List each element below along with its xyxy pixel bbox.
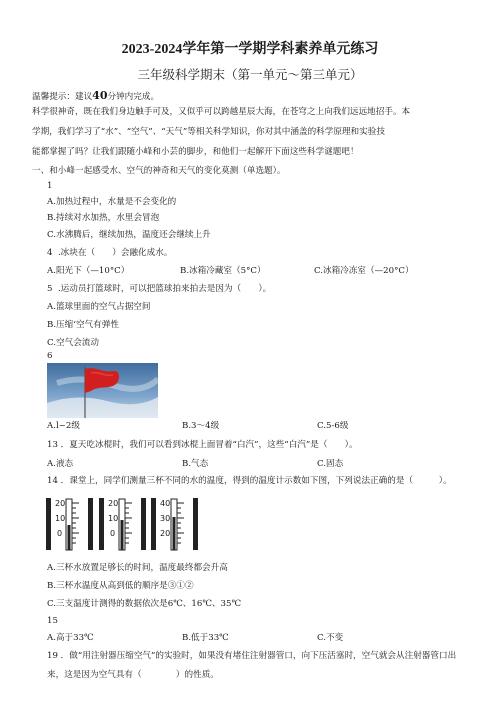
liquid-column <box>173 517 176 550</box>
question-14 <box>47 476 452 487</box>
option-c: C.固态 <box>317 459 344 469</box>
thermometer-1 <box>45 497 95 552</box>
thermometer-3 <box>150 497 200 552</box>
option-b: B.低于33℃ <box>182 633 229 643</box>
option-a: A.篮球里面的空气占据空间 <box>47 302 151 312</box>
question-stem-line-1: ．做“用注射器压缩空气”的实验时，如果没有堵住注射器管口，向下压活塞时，空气就会从注射器管口出 <box>60 651 457 661</box>
option-a: A.阳光下（—10°C） <box>47 266 130 276</box>
option-b: B.三杯水温度从高到低的顺序是③①② <box>47 581 194 591</box>
tip-suffix: 分钟内完成。 <box>107 92 160 102</box>
thermo-3-label-bottom: 20 <box>160 529 171 538</box>
thermo-2-label-mid: 10 <box>108 514 119 523</box>
question-number: 19 <box>47 651 58 661</box>
question-stem: ．夏天吃冰棍时，我们可以看到冰棍上面冒着“白汽”，这些“白汽”是（ ）。 <box>60 440 358 450</box>
liquid-column <box>121 520 124 550</box>
option-a: A.加热过程中，水量是不会变化的 <box>47 197 177 207</box>
option-c: C.水沸腾后，继续加热，温度还会继续上升 <box>47 230 211 240</box>
flag-photo-svg <box>47 363 158 418</box>
liquid-column <box>68 525 71 550</box>
question-4 <box>47 248 172 259</box>
option-c: C.冰箱冷冻室（—20°C） <box>314 266 414 276</box>
thermometer-svg <box>150 497 200 552</box>
question-stem-line-2: 来，这是因为空气具有（ ）的性质。 <box>47 670 219 680</box>
thermometer-2 <box>98 497 148 552</box>
flag-photo <box>47 363 158 418</box>
option-c: C.5-6级 <box>317 421 349 431</box>
question-number: 13 <box>47 440 58 450</box>
option-c: C.空气会流动 <box>47 338 99 348</box>
thermometer-svg <box>98 497 148 552</box>
section1-heading: 一、和小峰一起感受水、空气的神奇和天气的变化莫测（单选题）。 <box>32 166 286 176</box>
page-title: 2023-2024学年第一学期学科素养单元练习 <box>121 42 379 57</box>
thermo-3-label-mid: 30 <box>160 514 171 523</box>
question-number: 4 <box>47 248 53 258</box>
question-13 <box>47 440 358 451</box>
question-number: 5 <box>47 284 53 294</box>
option-a: A.液态 <box>47 459 74 469</box>
thermo-2-label-top: 20 <box>108 499 119 508</box>
option-c: C.不变 <box>317 633 344 643</box>
question-stem: ．课堂上，同学们测量三杯不同的水的温度，得到的温度计示数如下图，下列说法正确的是（ ）。 <box>60 476 452 486</box>
question-stem: .冰块在（ ）会融化成水。 <box>57 248 173 258</box>
tip-prefix: 温馨提示：建议 <box>32 92 93 102</box>
question-stem: .运动员打篮球时，可以把篮球拍来拍去是因为（ ）。 <box>57 284 272 294</box>
tip-line <box>32 90 159 103</box>
intro-line-2: 学期，我们学习了“水”、“空气”、“天气”等相关科学知识，你对其中涵盖的科学原理和实验技 <box>32 127 385 137</box>
option-b: B.3～4级 <box>182 421 220 431</box>
option-c: C.三支温度计测得的数据依次是6℃、16℃、35℃ <box>47 599 242 609</box>
option-a: A.三杯水放置足够长的时间，温度最终都会升高 <box>47 563 228 573</box>
thermometer-svg <box>45 497 95 552</box>
thermo-3-label-top: 40 <box>160 499 171 508</box>
option-b: B.气态 <box>182 459 209 469</box>
page-subtitle: 三年级科学期末（第一单元～第三单元） <box>137 67 363 82</box>
thermo-1-label-mid: 10 <box>55 514 66 523</box>
tip-number: 40 <box>92 89 108 102</box>
question-number: 14 <box>47 476 58 486</box>
intro-line-1: 科学很神奇，既在我们身边触手可及，又似乎可以跨越星辰大海，在苍穹之上向我们远远地招手。本 <box>32 107 411 117</box>
option-b: B.持续对水加热，水里会冒泡 <box>47 213 160 223</box>
option-b: B.冰箱冷藏室（5°C） <box>180 266 266 276</box>
question-number: 6 <box>47 351 53 361</box>
thermo-1-label-bottom: 0 <box>57 529 63 538</box>
thermo-2-label-bottom: 0 <box>110 529 116 538</box>
question-5 <box>47 284 271 295</box>
question-number: 1 <box>47 181 53 191</box>
option-b: B.压缩‘空气有弹性 <box>47 320 119 330</box>
intro-line-3: 能都掌握了吗？让我们跟随小峰和小芸的脚步，和他们一起解开下面这些科学谜题吧！ <box>32 147 359 157</box>
thermo-1-label-top: 20 <box>55 499 66 508</box>
question-number: 15 <box>47 616 58 626</box>
option-a: A.l~2级 <box>47 421 80 431</box>
option-a: A.高于33℃ <box>47 633 94 643</box>
question-19 <box>47 651 456 662</box>
